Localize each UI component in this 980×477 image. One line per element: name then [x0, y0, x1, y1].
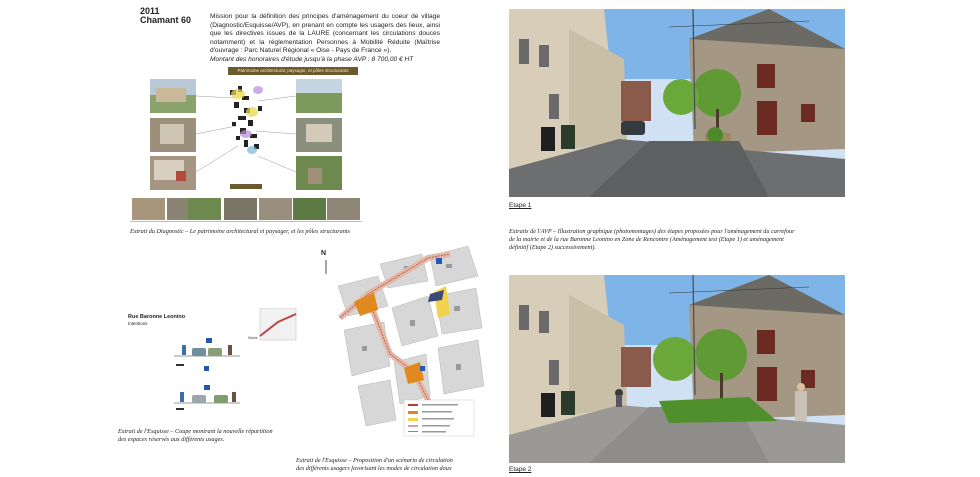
mission-line: notamment) et la réglementation Personnes à Mobilité Réduite (Maîtrise: [210, 38, 440, 46]
divider: [130, 221, 362, 222]
strip-photo: [293, 198, 326, 220]
section-caption: [118, 428, 308, 444]
circulation-plan: [318, 236, 490, 448]
diagnostic-caption: Extrait du Diagnostic – Le patrimoine architectural et paysager, et les pôles structurants: [130, 228, 350, 235]
project-name: Chamant 60: [140, 15, 192, 25]
project-year: 2011: [140, 6, 160, 16]
strip-photo: [132, 198, 165, 220]
photomontage-step-2: [509, 275, 845, 463]
mission-line: que les directives issues de la LAURE (concernant les circulations douces: [210, 30, 440, 38]
mission-line: Mission pour la définition des principes d'aménagement du coeur de village: [210, 13, 440, 20]
avp-caption: [509, 228, 849, 252]
mission-description: [210, 13, 440, 65]
mission-line: d'ouvrage : Parc Naturel Régional « Oise - Pays de France »).: [210, 47, 392, 55]
diagnostic-banner: Patrimoine architectural, paysager, et pôles structurants: [228, 67, 358, 75]
svg-text:Mairie: Mairie: [248, 336, 258, 340]
plan-caption: [296, 457, 496, 473]
section-title: Rue Baronne Leonino: [128, 314, 186, 320]
etape-1-label: Etape 1: [509, 202, 532, 209]
etape-2-label: Etape 2: [509, 466, 532, 473]
mission-line: (Diagnostic/Esquisse/AVP), en prenant en compte les usagers des lieux, ainsi: [210, 21, 440, 29]
caption-line: des espaces réservés aux différents usages.: [118, 436, 225, 443]
section-subtitle: Intentions: [128, 321, 148, 326]
strip-photo: [327, 198, 360, 220]
strip-photo: [259, 198, 292, 220]
caption-line: Extrait de l'Esquisse – Proposition d'un scénario de circulation: [296, 457, 453, 464]
caption-line: des différents usagers favorisant les modes de circulation doux: [296, 465, 452, 472]
photomontage-step-1: [509, 9, 845, 197]
caption-line: de la mairie et de la rue Baronne Leonino en Zone de Rencontre (Aménagement test (Etape 1) et aménagement: [509, 236, 784, 243]
caption-line: Extrait de l'Esquisse – Coupe montrant la nouvelle répartition: [118, 428, 273, 435]
fee-line: Montant des honoraires d'étude jusqu'à la phase AVP : 8 700,00 € HT: [210, 55, 414, 63]
strip-photo: [224, 198, 257, 220]
caption-line: Extraits de l'AVP – Illustration graphique (photomontages) des étapes proposées pour l'aménagement du carrefour: [509, 228, 795, 235]
strip-photo: [188, 198, 221, 220]
north-arrow: N: [321, 250, 327, 257]
diagnostic-board: [146, 76, 346, 194]
street-section-drawings: [168, 308, 298, 413]
caption-line: définitif (Etape 2) successivement).: [509, 244, 596, 251]
